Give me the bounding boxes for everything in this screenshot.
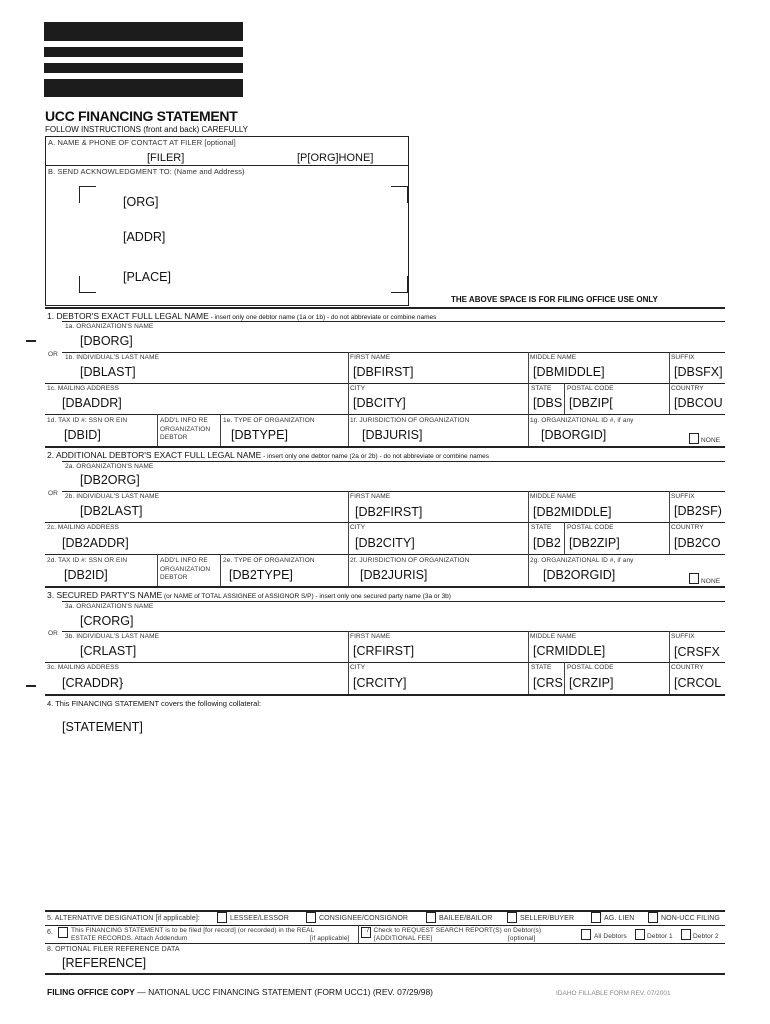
- rule: [669, 631, 670, 662]
- s3-suffix-label: SUFFIX: [671, 633, 695, 640]
- bracket-top-right: [391, 186, 408, 203]
- header-bar-1: [44, 22, 243, 41]
- main-top-rule: [45, 307, 725, 309]
- rule: [45, 925, 725, 926]
- s2-addl-label: ADD'L INFO RE ORGANIZATION DEBTOR: [160, 557, 211, 581]
- s7-line1: 7. Check to REQUEST SEARCH REPORT(S) on Debtor(s): [366, 927, 542, 934]
- rule: [348, 383, 349, 414]
- margin-mark-1: [26, 340, 36, 342]
- s3-country-field[interactable]: [CRCOL: [674, 676, 722, 690]
- rule: [528, 383, 529, 414]
- rule: [62, 631, 725, 632]
- rule: [45, 910, 725, 912]
- s2-orgid-field[interactable]: [DB2ORGID]: [543, 568, 616, 582]
- rule: [45, 694, 725, 696]
- header-bar-4: [44, 79, 243, 97]
- debtor2-label: Debtor 2: [693, 933, 719, 940]
- rule: [45, 414, 725, 415]
- rule: [669, 522, 670, 554]
- filer-field[interactable]: [FILER]: [147, 152, 185, 164]
- s2-org-field[interactable]: [DB2ORG]: [80, 473, 140, 487]
- section1-note: - insert only one debtor name (1a or 1b) - do not abbreviate or combine names: [208, 314, 437, 321]
- s1-addl-label: ADD'L INFO RE ORGANIZATION DEBTOR: [160, 417, 211, 441]
- rule: [45, 383, 725, 384]
- s2-addr-label: 2c. MAILING ADDRESS: [47, 524, 119, 531]
- bracket-bottom-right: [391, 276, 408, 293]
- s7-line2: [ADDITIONAL FEE]: [374, 935, 433, 942]
- s5-label: 5. ALTERNATIVE DESIGNATION [if applicable]:: [47, 915, 200, 922]
- rule: [669, 662, 670, 694]
- rule: [62, 491, 725, 492]
- s2-type-field[interactable]: [DB2TYPE]: [229, 568, 293, 582]
- s2-type-label: 2e. TYPE OF ORGANIZATION: [223, 557, 315, 564]
- s2-city-field[interactable]: [DB2CITY]: [355, 536, 415, 550]
- s2-first-label: FIRST NAME: [350, 493, 391, 500]
- s1-last-label: 1b. INDIVIDUAL'S LAST NAME: [65, 354, 160, 361]
- s3-org-label: 3a. ORGANIZATION'S NAME: [65, 603, 154, 610]
- rule: [348, 414, 349, 446]
- rule: [62, 321, 725, 322]
- rule: [528, 414, 529, 446]
- rule: [358, 925, 359, 943]
- s2-taxid-label: 2d. TAX ID #: SSN OR EIN: [47, 557, 128, 564]
- s3-state-label: STATE: [531, 664, 552, 671]
- non-ucc-label: NON-UCC FILING: [661, 915, 720, 922]
- s6-applicable: [if applicable]: [310, 935, 350, 942]
- rule: [669, 352, 670, 383]
- ack-place[interactable]: [PLACE]: [123, 270, 171, 284]
- s3-suffix-field[interactable]: [CRSFX: [674, 645, 720, 659]
- s3-middle-label: MIDDLE NAME: [530, 633, 577, 640]
- s2-state-label: STATE: [531, 524, 552, 531]
- s3-first-label: FIRST NAME: [350, 633, 391, 640]
- rule: [564, 383, 565, 414]
- s1-addr-label: 1c. MAILING ADDRESS: [47, 385, 119, 392]
- ab-divider: [45, 165, 409, 166]
- s3-or: OR: [48, 630, 58, 637]
- s2-first-field[interactable]: [DB2FIRST]: [355, 505, 423, 519]
- s2-zip-field[interactable]: [DB2ZIP]: [569, 536, 620, 550]
- ack-address[interactable]: [ADDR]: [123, 230, 166, 244]
- s1-juris-label: 1f. JURISDICTION OF ORGANIZATION: [350, 417, 470, 424]
- all-debtors-label: All Debtors: [594, 933, 627, 940]
- s1-none-label: NONE: [701, 437, 721, 444]
- bailee-checkbox[interactable]: [426, 912, 436, 923]
- rule: [45, 554, 725, 555]
- s1-suffix-field[interactable]: [DBSFX]: [674, 365, 723, 379]
- rule: [62, 352, 725, 353]
- ag-lien-checkbox[interactable]: [591, 912, 601, 923]
- rule: [348, 522, 349, 554]
- s1-city-field[interactable]: [DBCITY]: [353, 396, 406, 410]
- form-title: UCC FINANCING STATEMENT: [45, 108, 238, 124]
- s2-country-field[interactable]: [DB2CO: [674, 536, 721, 550]
- rule: [348, 352, 349, 383]
- section4-heading: 4. This FINANCING STATEMENT covers the following collateral:: [47, 699, 262, 708]
- s3-state-field[interactable]: [CRS: [533, 676, 563, 690]
- rule: [45, 943, 725, 944]
- s2-middle-field[interactable]: [DB2MIDDLE]: [533, 505, 612, 519]
- section3-title: 3. SECURED PARTY'S NAME: [47, 590, 163, 600]
- rule: [669, 491, 670, 522]
- s3-middle-field[interactable]: [CRMIDDLE]: [533, 644, 606, 658]
- s1-country-field[interactable]: [DBCOU: [674, 396, 723, 410]
- s2-state-field[interactable]: [DB2: [533, 536, 561, 550]
- s1-org-field[interactable]: [DBORG]: [80, 334, 133, 348]
- s3-city-field[interactable]: [CRCITY]: [353, 676, 407, 690]
- rule: [62, 601, 725, 602]
- s6-line2: ESTATE RECORDS. Attach Addendum: [71, 935, 188, 942]
- margin-mark-2: [26, 685, 36, 687]
- all-debtors-checkbox[interactable]: [581, 929, 591, 940]
- s3-postal-label: POSTAL CODE: [567, 664, 614, 671]
- s2-country-label: COUNTRY: [671, 524, 704, 531]
- office-use-note: THE ABOVE SPACE IS FOR FILING OFFICE USE ONLY: [451, 295, 658, 304]
- rule: [157, 554, 158, 586]
- rule: [669, 383, 670, 414]
- rule: [348, 554, 349, 586]
- s2-taxid-field[interactable]: [DB2ID]: [64, 568, 108, 582]
- s2-suffix-field[interactable]: [DB2SF): [674, 504, 722, 518]
- rule: [528, 554, 529, 586]
- s1-type-label: 1e. TYPE OF ORGANIZATION: [223, 417, 315, 424]
- s3-last-field[interactable]: [CRLAST]: [80, 644, 137, 658]
- s3-addr-field[interactable]: [CRADDR}: [62, 676, 124, 690]
- collateral-statement[interactable]: [STATEMENT]: [62, 720, 143, 734]
- rule: [564, 522, 565, 554]
- s1-middle-label: MIDDLE NAME: [530, 354, 577, 361]
- s3-last-label: 3b. INDIVIDUAL'S LAST NAME: [65, 633, 160, 640]
- s1-orgid-label: 1g. ORGANIZATIONAL ID #, if any: [530, 417, 634, 424]
- debtor2-checkbox[interactable]: [681, 929, 691, 940]
- section2-note: - insert only one debtor name (2a or 2b) - do not abbreviate or combine names: [261, 453, 489, 460]
- rule: [45, 973, 725, 975]
- s6-num: 6.: [47, 929, 54, 936]
- s2-none-checkbox[interactable]: [689, 573, 699, 584]
- ag-lien-label: AG. LIEN: [604, 915, 635, 922]
- s2-middle-label: MIDDLE NAME: [530, 493, 577, 500]
- header-bar-2: [44, 47, 243, 57]
- s2-juris-field[interactable]: [DB2JURIS]: [360, 568, 428, 582]
- s1-state-label: STATE: [531, 385, 552, 392]
- rule: [157, 414, 158, 446]
- section1-title: 1. DEBTOR'S EXACT FULL LEGAL NAME: [47, 311, 209, 321]
- s1-postal-label: POSTAL CODE: [567, 385, 614, 392]
- s2-last-field[interactable]: [DB2LAST]: [80, 504, 143, 518]
- s6-checkbox[interactable]: [58, 927, 68, 938]
- rule: [348, 631, 349, 662]
- s1-or: OR: [48, 351, 58, 358]
- s1-taxid-field[interactable]: [DBID]: [64, 428, 101, 442]
- s1-middle-field[interactable]: [DBMIDDLE]: [533, 365, 605, 379]
- s1-addr-field[interactable]: [DBADDR]: [62, 396, 122, 410]
- s1-city-label: CITY: [350, 385, 366, 392]
- s1-last-field[interactable]: [DBLAST]: [80, 365, 136, 379]
- section2-title: 2. ADDITIONAL DEBTOR'S EXACT FULL LEGAL NAME: [47, 450, 262, 460]
- seller-buyer-checkbox[interactable]: [507, 912, 517, 923]
- s1-org-label: 1a. ORGANIZATION'S NAME: [65, 323, 154, 330]
- rule: [528, 352, 529, 383]
- rule: [348, 662, 349, 694]
- s2-addr-field[interactable]: [DB2ADDR]: [62, 536, 129, 550]
- s2-city-label: CITY: [350, 524, 366, 531]
- contact-label: A. NAME & PHONE OF CONTACT AT FILER [optional]: [48, 138, 236, 147]
- footer-form: — NATIONAL UCC FINANCING STATEMENT (FORM UCC1) (REV. 07/29/98): [134, 987, 434, 997]
- s3-zip-field[interactable]: [CRZIP]: [569, 676, 614, 690]
- non-ucc-checkbox[interactable]: [648, 912, 658, 923]
- s1-first-label: FIRST NAME: [350, 354, 391, 361]
- rule: [220, 554, 221, 586]
- s2-postal-label: POSTAL CODE: [567, 524, 614, 531]
- s8-label: 8. OPTIONAL FILER REFERENCE DATA: [47, 946, 180, 953]
- consignee-checkbox[interactable]: [306, 912, 316, 923]
- phone-field[interactable]: [P[ORG]HONE]: [297, 152, 374, 164]
- reference-field[interactable]: [REFERENCE]: [62, 956, 147, 970]
- footer-idaho: IDAHO FILLABLE FORM REV. 07/2001: [556, 990, 671, 997]
- rule: [528, 522, 529, 554]
- consignee-label: CONSIGNEE/CONSIGNOR: [319, 915, 409, 922]
- s2-suffix-label: SUFFIX: [671, 493, 695, 500]
- s3-country-label: COUNTRY: [671, 664, 704, 671]
- s2-org-label: 2a. ORGANIZATION'S NAME: [65, 463, 154, 470]
- s3-org-field[interactable]: [CRORG]: [80, 614, 134, 628]
- bailee-label: BAILEE/BAILOR: [439, 915, 493, 922]
- footer-title: [47, 987, 433, 997]
- seller-buyer-label: SELLER/BUYER: [520, 915, 575, 922]
- bracket-bottom-left: [79, 276, 96, 293]
- rule: [220, 414, 221, 446]
- header-bar-3: [44, 63, 243, 73]
- s6-line1: This FINANCING STATEMENT is to be filed [for record] (or recorded) in the REAL: [71, 927, 315, 934]
- rule: [62, 461, 725, 462]
- section3-note: (or NAME of TOTAL ASSIGNEE of ASSIGNOR S/P) - insert only one secured party name (3a or 3b): [162, 593, 451, 600]
- rule: [45, 522, 725, 523]
- rule: [45, 446, 725, 448]
- rule: [45, 586, 725, 588]
- s2-last-label: 2b. INDIVIDUAL'S LAST NAME: [65, 493, 160, 500]
- s1-country-label: COUNTRY: [671, 385, 704, 392]
- s1-type-field[interactable]: [DBTYPE]: [231, 428, 288, 442]
- form-instructions: FOLLOW INSTRUCTIONS (front and back) CAREFULLY: [45, 125, 249, 134]
- s1-state-field[interactable]: [DBS: [533, 396, 563, 410]
- rule: [528, 631, 529, 662]
- s1-juris-field[interactable]: [DBJURIS]: [362, 428, 423, 442]
- debtor1-label: Debtor 1: [647, 933, 673, 940]
- s2-none-label: NONE: [701, 578, 721, 585]
- rule: [564, 662, 565, 694]
- rule: [528, 491, 529, 522]
- s2-juris-label: 2f. JURISDICTION OF ORGANIZATION: [350, 557, 470, 564]
- debtor1-checkbox[interactable]: [635, 929, 645, 940]
- lessee-lessor-label: LESSEE/LESSOR: [230, 915, 289, 922]
- footer-copy: FILING OFFICE COPY: [47, 987, 135, 997]
- ack-org[interactable]: [ORG]: [123, 195, 159, 209]
- s1-zip-field[interactable]: [DBZIP[: [569, 396, 613, 410]
- s7-optional: [optional]: [508, 935, 536, 942]
- s1-taxid-label: 1d. TAX ID #: SSN OR EIN: [47, 417, 128, 424]
- s1-suffix-label: SUFFIX: [671, 354, 695, 361]
- rule: [45, 662, 725, 663]
- s2-orgid-label: 2g. ORGANIZATIONAL ID #, if any: [530, 557, 634, 564]
- ack-label: B. SEND ACKNOWLEDGMENT TO: (Name and Address): [48, 167, 245, 176]
- s2-or: OR: [48, 490, 58, 497]
- s1-none-checkbox[interactable]: [689, 433, 699, 444]
- s3-addr-label: 3c. MAILING ADDRESS: [47, 664, 119, 671]
- bracket-top-left: [79, 186, 96, 203]
- rule: [528, 662, 529, 694]
- rule: [348, 491, 349, 522]
- s3-city-label: CITY: [350, 664, 366, 671]
- lessee-lessor-checkbox[interactable]: [217, 912, 227, 923]
- s1-orgid-field[interactable]: [DBORGID]: [541, 428, 607, 442]
- s1-first-field[interactable]: [DBFIRST]: [353, 365, 414, 379]
- s3-first-field[interactable]: [CRFIRST]: [353, 644, 415, 658]
